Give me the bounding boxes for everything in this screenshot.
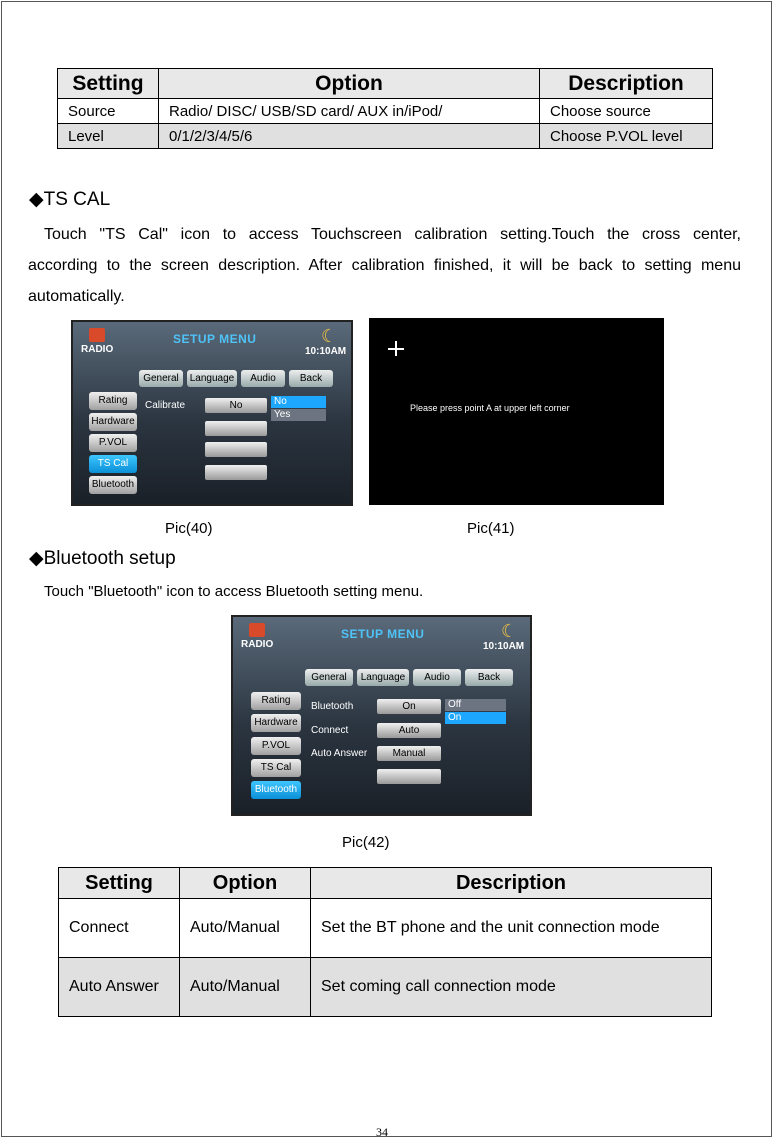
cell-setting: Connect <box>59 899 180 958</box>
header-option: Option <box>159 69 540 99</box>
bluetooth-heading: ◆Bluetooth setup <box>29 548 176 569</box>
radio-label: RADIO <box>81 344 114 355</box>
setup-menu-screenshot-ts-cal <box>71 320 353 506</box>
tab-back[interactable]: Back <box>465 669 513 686</box>
menu-title: SETUP MENU <box>341 627 425 641</box>
clock: 10:10AM <box>483 641 525 652</box>
sidebar-item-pvol[interactable]: P.VOL <box>251 737 301 755</box>
tab-language[interactable]: Language <box>357 669 409 686</box>
sidebar-item-bluetooth[interactable]: Bluetooth <box>89 476 137 494</box>
sidebar-item-rating[interactable]: Rating <box>89 392 137 410</box>
empty-value-button[interactable] <box>205 421 267 436</box>
top-bar <box>233 617 530 655</box>
tab-audio[interactable]: Audio <box>413 669 461 686</box>
bluetooth-settings-table <box>58 867 712 1017</box>
caption-pic41: Pic(41) <box>467 520 515 537</box>
cell-setting: Source <box>58 99 159 124</box>
tab-language[interactable]: Language <box>187 370 237 387</box>
ts-cal-line-2: according to the screen description. After calibration finished, it will be back to setting menu <box>28 257 741 274</box>
ts-cal-line-3: automatically. <box>28 288 125 305</box>
cell-description: Set the BT phone and the unit connection mode <box>311 899 712 958</box>
tab-audio[interactable]: Audio <box>241 370 285 387</box>
radio-label: RADIO <box>241 639 274 650</box>
cell-description: Set coming call connection mode <box>311 958 712 1017</box>
bluetooth-row-label: Bluetooth <box>311 701 354 712</box>
cell-description: Choose source <box>540 99 713 124</box>
caption-pic40: Pic(40) <box>165 520 213 537</box>
calibrate-label: Calibrate <box>145 400 186 411</box>
cell-option: Auto/Manual <box>180 899 311 958</box>
option-on[interactable]: On <box>445 712 506 724</box>
empty-value-button[interactable] <box>205 465 267 480</box>
ts-cal-heading: ◆TS CAL <box>29 189 111 210</box>
table-row <box>58 124 713 149</box>
sidebar-item-bluetooth[interactable]: Bluetooth <box>251 781 301 799</box>
header-description: Description <box>311 868 712 899</box>
radio-logo <box>239 621 283 651</box>
radio-logo <box>79 326 123 356</box>
cell-setting: Auto Answer <box>59 958 180 1017</box>
table-row <box>59 958 712 1017</box>
calibrate-value-button[interactable]: No <box>205 398 267 413</box>
tab-back[interactable]: Back <box>289 370 333 387</box>
connect-value-button[interactable]: Auto <box>377 723 441 738</box>
sidebar-item-pvol[interactable]: P.VOL <box>89 434 137 452</box>
sidebar-item-hardware[interactable]: Hardware <box>251 714 301 732</box>
cell-option: Auto/Manual <box>180 958 311 1017</box>
cell-option: Radio/ DISC/ USB/SD card/ AUX in/iPod/ <box>159 99 540 124</box>
header-setting: Setting <box>58 69 159 99</box>
option-off[interactable]: Off <box>445 699 506 711</box>
sidebar-item-rating[interactable]: Rating <box>251 692 301 710</box>
bluetooth-text: Touch "Bluetooth" icon to access Bluetooth setting menu. <box>44 583 424 600</box>
option-no[interactable]: No <box>271 396 326 408</box>
tab-general[interactable]: General <box>139 370 183 387</box>
cell-option: 0/1/2/3/4/5/6 <box>159 124 540 149</box>
sidebar-item-ts-cal[interactable]: TS Cal <box>89 455 137 473</box>
tab-general[interactable]: General <box>305 669 353 686</box>
connect-row-label: Connect <box>311 725 349 736</box>
table-row <box>59 899 712 958</box>
moon-icon: ☾ <box>321 326 338 346</box>
cell-setting: Level <box>58 124 159 149</box>
bluetooth-value-button[interactable]: On <box>377 699 441 714</box>
page-number: 34 <box>376 1125 388 1139</box>
header-option: Option <box>180 868 311 899</box>
top-bar <box>73 322 351 360</box>
option-yes[interactable]: Yes <box>271 409 326 421</box>
header-description: Description <box>540 69 713 99</box>
clock: 10:10AM <box>305 346 347 357</box>
auto-answer-value-button[interactable]: Manual <box>377 746 441 761</box>
empty-value-button[interactable] <box>205 442 267 457</box>
cell-description: Choose P.VOL level <box>540 124 713 149</box>
home-icon <box>249 623 265 637</box>
sidebar-item-hardware[interactable]: Hardware <box>89 413 137 431</box>
calibration-cross-icon[interactable] <box>388 348 404 350</box>
caption-pic42: Pic(42) <box>342 834 390 851</box>
sidebar-item-ts-cal[interactable]: TS Cal <box>251 759 301 777</box>
menu-title: SETUP MENU <box>173 332 257 346</box>
calibration-message: Please press point A at upper left corner <box>410 403 570 413</box>
source-level-table <box>57 68 713 149</box>
auto-answer-row-label: Auto Answer <box>311 748 368 759</box>
home-icon <box>89 328 105 342</box>
header-setting: Setting <box>59 868 180 899</box>
setup-menu-screenshot-bluetooth <box>231 615 532 816</box>
ts-cal-line-1: Touch "TS Cal" icon to access Touchscreen calibration setting.Touch the cross center, <box>44 226 741 243</box>
moon-icon: ☾ <box>501 621 518 641</box>
table-row <box>58 99 713 124</box>
empty-value-button[interactable] <box>377 769 441 784</box>
